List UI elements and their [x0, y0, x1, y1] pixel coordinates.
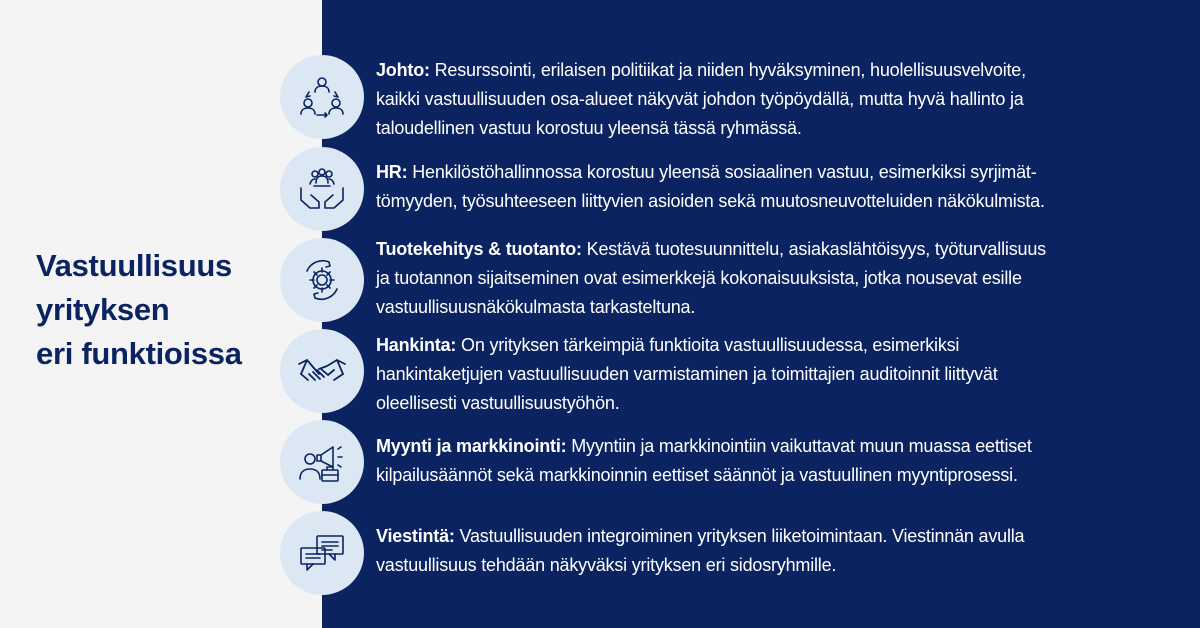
- item-text: Henkilöstöhallinnossa korostuu yleensä sosiaalinen vastuu, esimerkiksi syrjimät-: [412, 162, 1037, 182]
- item-label: Johto:: [376, 60, 430, 80]
- item-line: ja tuotannon sijaitseminen ovat esimerkkejä kokonaisuuksista, jotka nousevat esille: [376, 268, 1022, 288]
- megaphone-person-icon: [280, 420, 364, 504]
- hands-people-icon: [280, 147, 364, 231]
- item-line: kaikki vastuullisuuden osa-alueet näkyvät johdon työpöydällä, mutta hyvä hallinto ja: [376, 89, 1024, 109]
- title-line: Vastuullisuus: [36, 248, 232, 283]
- item-text: Kestävä tuotesuunnittelu, asiakaslähtöisyys, työturvallisuus: [586, 239, 1046, 259]
- item-line: [376, 432, 1184, 461]
- item-label: HR:: [376, 162, 408, 182]
- item-text: Resurssointi, erilaisen politiikat ja niiden hyväksyminen, huolellisuusvelvoite,: [434, 60, 1026, 80]
- item-line: tömyyden, työsuhteeseen liittyvien asioiden sekä muutosneuvotteluiden näkökulmista.: [376, 191, 1045, 211]
- item-hr: [376, 158, 1184, 216]
- item-text: On yrityksen tärkeimpiä funktioita vastuullisuudessa, esimerkiksi: [461, 335, 960, 355]
- item-line: vastuullisuus tehdään näkyväksi yrityksen eri sidosryhmille.: [376, 555, 837, 575]
- item-line: [376, 158, 1184, 187]
- item-label: Tuotekehitys & tuotanto:: [376, 239, 582, 259]
- page-title: [36, 244, 296, 376]
- item-label: Myynti ja markkinointi:: [376, 436, 567, 456]
- item-line: oleellisesti vastuullisuustyöhön.: [376, 393, 620, 413]
- team-meeting-icon: [280, 55, 364, 139]
- handshake-icon: [280, 329, 364, 413]
- item-johto: [376, 56, 1184, 143]
- item-label: Hankinta:: [376, 335, 457, 355]
- item-tuotekehitys: [376, 235, 1184, 322]
- item-line: kilpailusäännöt sekä markkinoinnin eettiset säännöt ja vastuullinen myyntiprosessi.: [376, 465, 1018, 485]
- item-line: hankintaketjujen vastuullisuuden varmistaminen ja toimittajien auditoinnit liittyvät: [376, 364, 998, 384]
- title-line: eri funktioissa: [36, 336, 242, 371]
- item-text: Myyntiin ja markkinointiin vaikuttavat muun muassa eettiset: [571, 436, 1032, 456]
- item-line: [376, 522, 1184, 551]
- item-label: Viestintä:: [376, 526, 455, 546]
- item-line: vastuullisuusnäkökulmasta tarkasteltuna.: [376, 297, 696, 317]
- gear-cycle-icon: [280, 238, 364, 322]
- item-line: [376, 235, 1184, 264]
- item-line: taloudellinen vastuu korostuu yleensä tässä ryhmässä.: [376, 118, 802, 138]
- item-viestinta: [376, 522, 1184, 580]
- chat-bubbles-icon: [280, 511, 364, 595]
- item-hankinta: [376, 331, 1184, 418]
- item-line: [376, 331, 1184, 360]
- item-text: Vastuullisuuden integroiminen yrityksen liiketoimintaan. Viestinnän avulla: [459, 526, 1025, 546]
- title-line: yrityksen: [36, 292, 170, 327]
- item-line: [376, 56, 1184, 85]
- item-myynti: [376, 432, 1184, 490]
